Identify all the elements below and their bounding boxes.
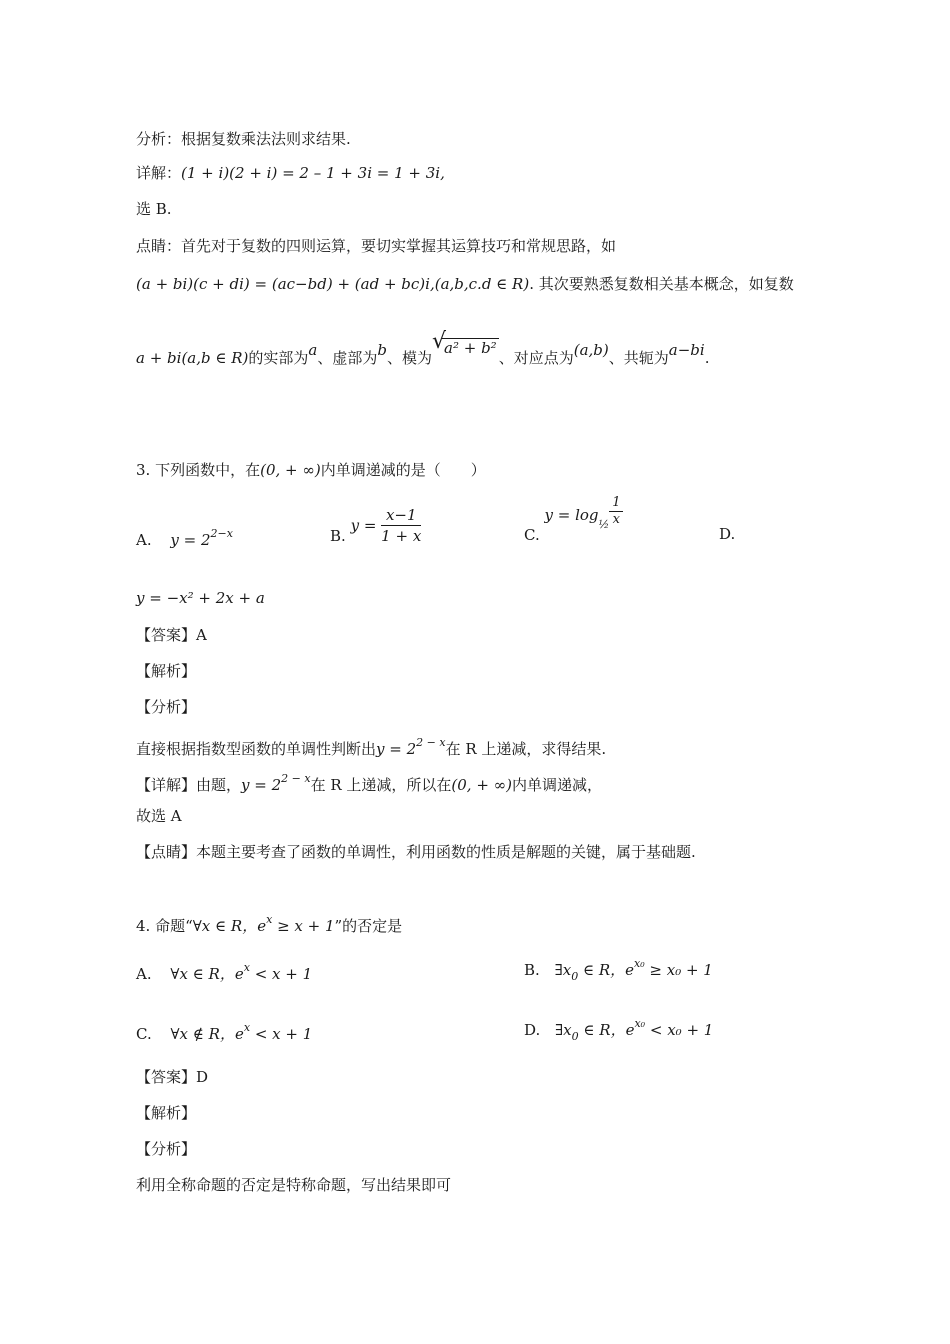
q3-opt-a-label: A. [136, 531, 152, 549]
q2-c-t4: 、对应点为 [498, 349, 574, 367]
q3-fenxi [136, 733, 606, 759]
q3-fenxi-expr: y = 2 [376, 740, 417, 758]
q2-c-t3: 、模为 [387, 349, 433, 367]
q3-fenxi-post: 在 R 上递减，求得结果. [445, 740, 607, 758]
q2-c-end: . [704, 349, 710, 367]
q4-fenxi: 利用全称命题的否定是特称命题，写出结果即可 [136, 1176, 452, 1194]
q4-opt-c-tail: < x + 1 [250, 1025, 313, 1043]
q2-comment-expr: (a + bi)(c + di) = (ac−bd) + (ad + bc)i,(a,b,c.d ∈ R) [136, 275, 530, 293]
q4-stem-post: ”的否定是 [334, 917, 403, 935]
q3-xiangjie [136, 769, 602, 795]
q4-opt-d-sub: 0 [571, 1030, 579, 1043]
q4-opt-c-label: C. [136, 1025, 152, 1043]
q4-opt-b-label: B. [524, 961, 540, 979]
q4-opt-b-tail: ≥ x₀ + 1 [644, 961, 713, 979]
q4-stem [136, 910, 402, 936]
q3-xj-interval: (0, + ∞) [451, 776, 513, 794]
q3-fenxi-pre: 直接根据指数型函数的单调性判断出 [136, 740, 377, 758]
q2-c-sqrt-arg: a² + b² [444, 339, 497, 357]
q3-fenxi-exp: 2 − x [416, 736, 446, 749]
q4-opt-c-expr: ∀x ∉ R，e [170, 1025, 244, 1043]
q4-opt-d-label: D. [524, 1021, 541, 1039]
q3-analysis-heading: 【解析】 [136, 662, 197, 680]
q4-opt-d-tail: < x₀ + 1 [645, 1021, 714, 1039]
q3-opt-b-label: B. [330, 526, 346, 545]
q3-opt-c-base: ½ [598, 518, 610, 531]
q3-xj-mid: 在 R 上递减，所以在 [310, 776, 452, 794]
q4-stem-exp: x [266, 913, 273, 926]
q2-detail-label: 详解： [136, 164, 182, 182]
q2-c-b: b [377, 341, 387, 359]
q3-comment: 【点睛】本题主要考查了函数的单调性，利用函数的性质是解题的关键，属于基础题. [136, 843, 696, 861]
q2-c-conj: a−bi [668, 341, 705, 359]
q4-opt-a-expr: ∀x ∈ R，e [170, 965, 244, 983]
q3-opt-a-exp: 2−x [210, 527, 233, 540]
q4-opt-a-tail: < x + 1 [249, 965, 313, 983]
q4-option-b [524, 954, 713, 987]
q3-option-c [524, 495, 623, 545]
q4-opt-d-expr: ∃x [555, 1021, 572, 1039]
q4-opt-b-sub: 0 [571, 970, 579, 983]
q2-c-expr1: a + bi(a,b ∈ R) [136, 349, 249, 367]
q2-choice: 选 B. [136, 200, 172, 218]
q3-answer: 【答案】A [136, 626, 207, 644]
q3-option-d: y = −x² + 2x + a [136, 589, 265, 607]
q2-c-t5: 、共轭为 [608, 349, 669, 367]
q4-opt-b-exp: x₀ [634, 957, 645, 970]
q2-c-point: (a,b) [573, 341, 609, 359]
q4-option-a [136, 958, 312, 984]
q3-opt-b-frac [381, 505, 421, 546]
q2-analysis: 分析：根据复数乘法法则求结果. [136, 130, 351, 148]
q3-stem-pre: 3. 下列函数中，在 [136, 461, 261, 479]
q3-option-a [136, 524, 233, 550]
q4-stem-expr2: ≥ x + 1 [272, 917, 335, 935]
q3-opt-b-lhs: y = [350, 516, 377, 535]
q3-xj-exp: 2 − x [281, 772, 311, 785]
q3-stem-interval: (0, + ∞) [260, 461, 321, 479]
q4-opt-d-mid: ∈ R，e [578, 1021, 635, 1039]
q2-comment-line3 [136, 329, 710, 368]
q4-opt-a-exp: x [243, 961, 250, 974]
q3-opt-b-num: x−1 [381, 505, 421, 526]
q3-option-d-label: D. [719, 525, 736, 543]
q4-option-c [136, 1018, 312, 1044]
q4-opt-d-exp: x₀ [634, 1017, 646, 1030]
q3-opt-b-den: 1 + x [381, 527, 422, 545]
q2-comment-intro: 点睛：首先对于复数的四则运算，要切实掌握其运算技巧和常规思路，如 [136, 237, 617, 255]
q2-c-sqrt: √ a² + b² [432, 329, 497, 357]
q4-opt-b-expr: ∃x [554, 961, 572, 979]
q3-opt-c-den: x [612, 512, 620, 527]
q2-c-a: a [308, 341, 318, 359]
q3-opt-c-log: y = log [544, 506, 599, 524]
q2-c-t1: 的实部为 [248, 349, 309, 367]
q3-opt-a-base: y = 2 [170, 531, 211, 549]
q3-opt-c-num: 1 [609, 495, 623, 512]
q3-stem [136, 460, 486, 480]
q4-stem-pre: 4. 命题“ [136, 917, 193, 935]
q3-option-b [330, 505, 421, 546]
q2-detail [136, 163, 445, 183]
q3-xj-expr: y = 2 [241, 776, 282, 794]
q4-fenxi-heading: 【分析】 [136, 1140, 197, 1158]
q2-comment-mid: . 其次要熟悉复数相关基本概念，如复数 [529, 275, 794, 293]
q2-comment-line2 [136, 274, 794, 294]
q4-analysis-heading: 【解析】 [136, 1104, 197, 1122]
q2-c-t2: 、虚部为 [317, 349, 378, 367]
q4-option-d [524, 1014, 713, 1047]
q2-detail-expr: (1 + i)(2 + i) = 2 – 1 + 3i = 1 + 3i, [181, 164, 445, 182]
q4-stem-expr: ∀x ∈ R，e [192, 917, 267, 935]
q3-opt-c-frac [609, 495, 623, 528]
q4-opt-b-mid: ∈ R，e [578, 961, 634, 979]
q4-answer: 【答案】D [136, 1068, 209, 1086]
q3-xj-post: 内单调递减， [512, 776, 603, 794]
q3-choice: 故选 A [136, 807, 182, 825]
q4-opt-a-label: A. [136, 965, 152, 983]
q4-opt-c-exp: x [243, 1021, 251, 1034]
q3-opt-c-label: C. [524, 526, 540, 544]
q3-stem-post: 内单调递减的是（ ） [320, 461, 486, 479]
q3-xj-pre: 【详解】由题， [136, 776, 242, 794]
q3-fenxi-heading: 【分析】 [136, 698, 197, 716]
